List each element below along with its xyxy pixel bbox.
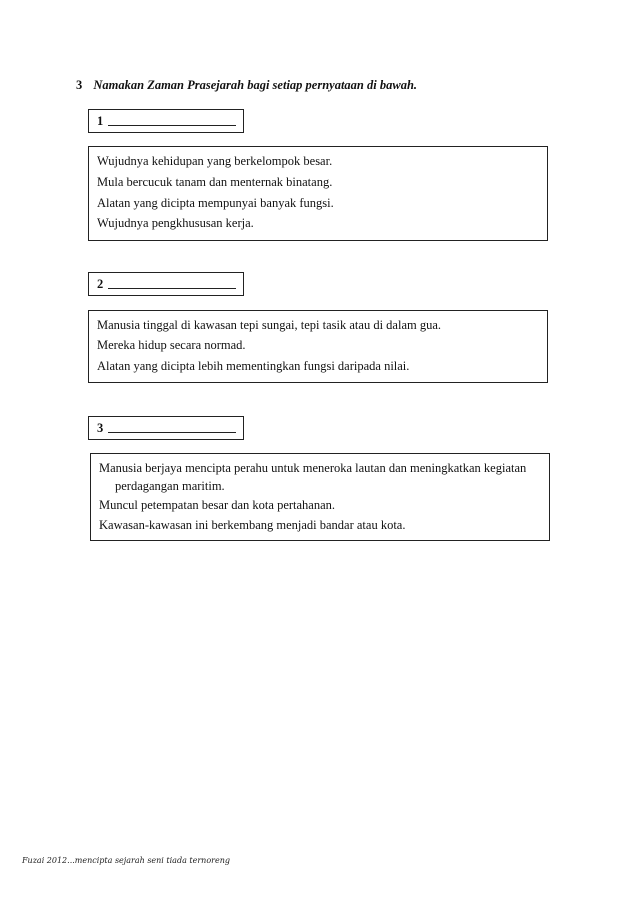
statement: Muncul petempatan besar dan kota pertahanan. [99,498,336,512]
statement: Mereka hidup secara normad. [97,338,246,352]
statement: Kawasan-kawasan ini berkembang menjadi bandar atau kota. [99,518,406,532]
answer-box-1 [88,109,244,133]
statement: Manusia berjaya mencipta perahu untuk meneroka lautan dan meningkatkan kegiatan perdagangan maritim. [99,461,527,493]
question-text: Namakan Zaman Prasejarah bagi setiap pernyataan di bawah. [93,78,418,92]
statement-box-1 [88,146,548,241]
statement-box-2 [88,310,548,383]
answer-box-2 [88,272,244,296]
statement: Alatan yang dicipta mempunyai banyak fungsi. [97,196,334,210]
statement: Mula bercucuk tanam dan menternak binatang. [97,175,333,189]
statement: Alatan yang dicipta lebih mementingkan fungsi daripada nilai. [97,359,410,373]
answer-number-3: 3 [97,421,104,435]
answer-number-2: 2 [97,277,104,291]
answer-blank-2[interactable] [108,288,236,289]
statement-box-3 [90,453,550,541]
answer-number-1: 1 [97,114,104,128]
footer-note: Fuzai 2012...mencipta sejarah seni tiada ternoreng [22,856,230,865]
statement: Wujudnya pengkhususan kerja. [97,216,254,230]
statement: Manusia tinggal di kawasan tepi sungai, tepi tasik atau di dalam gua. [97,318,442,332]
answer-box-3 [88,416,244,440]
question-number: 3 [76,78,83,92]
answer-blank-3[interactable] [108,432,236,433]
answer-blank-1[interactable] [108,125,236,126]
question-title [76,78,417,93]
statement: Wujudnya kehidupan yang berkelompok besar. [97,154,333,168]
